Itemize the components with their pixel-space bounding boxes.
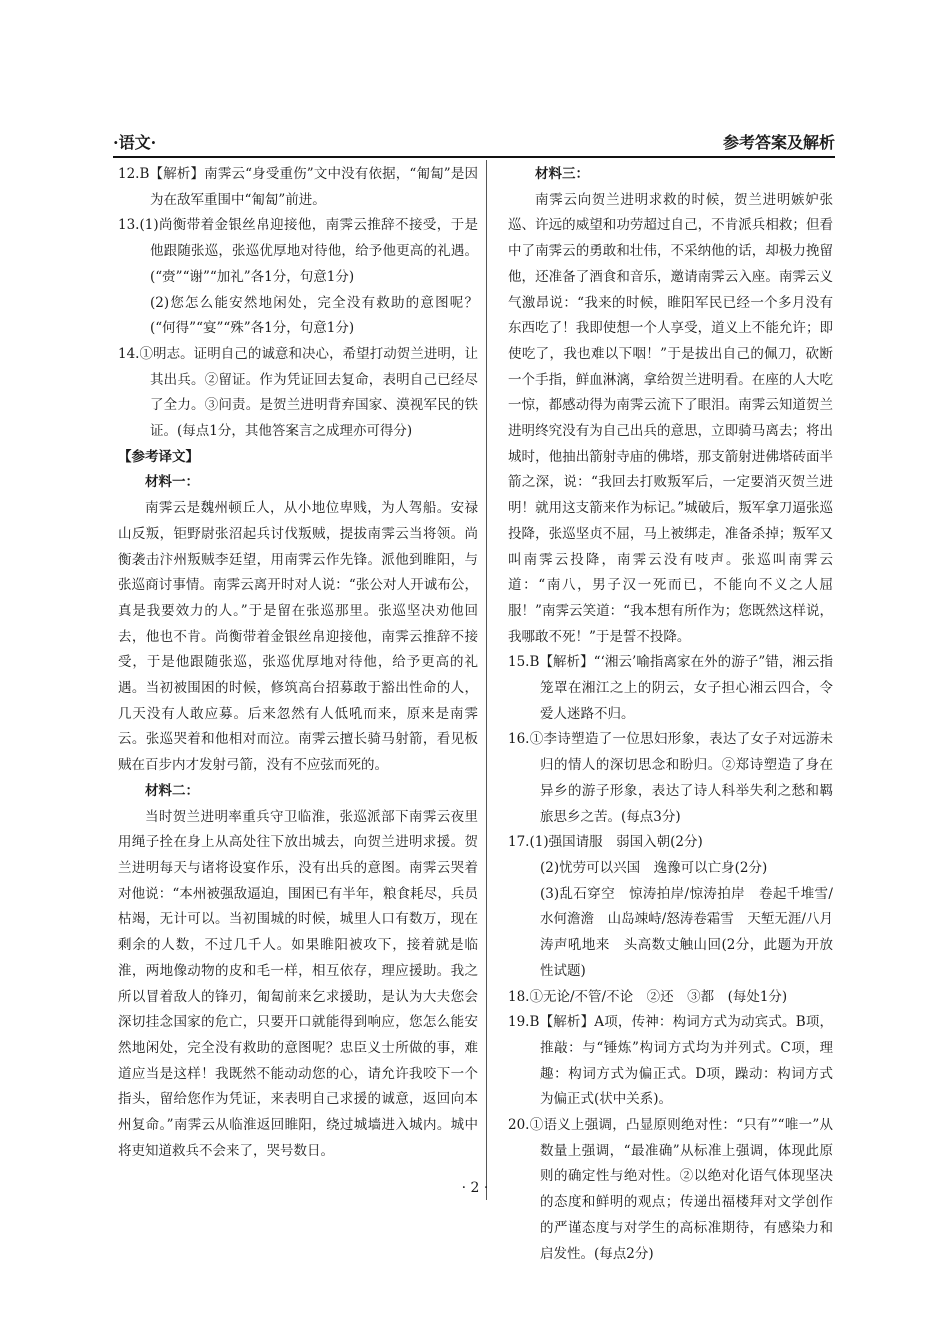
page-number: · 2 · xyxy=(461,1180,489,1196)
material-2-text: 当时贺兰进明率重兵守卫临淮，张巡派部下南霁云夜里用绳子拴在身上从高处往下放出城去，向贺兰进明求援。贺兰进明每天与诸将设宴作乐，没有出兵的意图。南霁云哭着对他说：“本州被强敌逼迫，围困已有半年，粮食耗尽，兵员枯竭，无计可以。当初围城的时候，城里人口有数万，现在剩余的人数，不过几千人。如果睢阳被攻下，接着就是临淮，两地像动物的皮和毛一样，相互依存，理应援助。我之所以冒着敌人的锋刃，匍匐前来乞求援助，是认为大夫您会深切挂念国家的危亡，只要开口就能得到响应，您怎么能安然地闲处，完全没有救助的意图呢？忠臣义士所做的事，难道应当是这样！我既然不能动动您的心，请允许我咬下一个指头，留给您作为凭证，来表明自己求援的诚意，返回向本州复命。”南霁云从临淮返回睢阳，绕过城墙进入城内。城中将吏知道救兵不会来了，哭号数日。 xyxy=(118,808,478,1159)
right-column xyxy=(508,162,833,1267)
material-1-title: 材料一： xyxy=(145,474,199,491)
subject-label: ·语文· xyxy=(113,133,157,152)
answer-13-1: 13.(1)尚衡带着金银丝帛迎接他，南霁云推辞不接受，于是他跟随张巡，张巡优厚地对待他，给予他更高的礼遇。(“赍”“谢”“加礼”各1分，句意1分) xyxy=(118,217,478,285)
left-column xyxy=(118,162,478,1164)
reference-translation-title: 【参考译文】 xyxy=(118,448,199,465)
page-header xyxy=(113,130,835,158)
material-3-title: 材料三： xyxy=(535,166,589,182)
answer-12: 12.B【解析】南霁云“身受重伤”文中没有依据，“匍匐”是因为在敌军重围中“匍匐”前进。 xyxy=(118,166,478,208)
answer-18: 18.①无论/不管/不论 ②还 ③都 (每处1分) xyxy=(508,988,788,1005)
answer-16: 16.①李诗塑造了一位思妇形象，表达了女子对远游未归的情人的深切思念和盼归。②郑诗塑造了身在异乡的游子形象，表达了诗人科举失利之愁和羁旅思乡之苦。(每点3分) xyxy=(508,731,833,825)
answer-13-2: (2)您怎么能安然地闲处，完全没有救助的意图呢？(“何得”“宴”“殊”各1分，句意1分) xyxy=(150,294,478,337)
answer-19: 19.B【解析】A项，传神：构词方式为动宾式。B项，推敲：与“锤炼”构词方式均为并列式。C项，理趣：构词方式为偏正式。D项，躁动：构词方式为偏正式(状中关系)。 xyxy=(508,1014,833,1108)
material-1-text: 南霁云是魏州顿丘人，从小地位卑贱，为人驾船。安禄山反叛，钜野尉张沼起兵讨伐叛贼，提拔南霁云当将领。尚衡袭击汴州叛贼李廷望，用南霁云作先锋。派他到睢阳，与张巡商讨事情。南霁云离开时对人说：“张公对人开诚布公，真是我要效力的人。”于是留在张巡那里。张巡坚决劝他回去，他也不肯。尚衡带着金银丝帛迎接他，南霁云推辞不接受，于是他跟随张巡，张巡优厚地对待他，给予更高的礼遇。当初被围困的时候，修筑高台招募敢于豁出性命的人，几天没有人敢应募。后来忽然有人低吼而来，原来是南霁云。张巡哭着和他相对而泣。南霁云擅长骑马射箭，看见板贼在百步内才发射弓箭，没有不应弦而死的。 xyxy=(118,500,478,774)
answer-14: 14.①明志。证明自己的诚意和决心，希望打动贺兰进明，让其出兵。②留证。作为凭证回去复命，表明自己已经尽了全力。③问责。是贺兰进明背弃国家、漠视军民的铁证。(每点1分，其他答案言之成理亦可得分) xyxy=(118,345,478,440)
material-3-text: 南霁云向贺兰进明求救的时候，贺兰进明嫉妒张巡、许远的威望和功劳超过自己，不肯派兵相救；但看中了南霁云的勇敢和壮伟，不采纳他的话，却极力挽留他，还准备了酒食和音乐，邀请南霁云入座。南霁云义气激昂说：“我来的时候，睢阳军民已经一个多月没有东西吃了！我即使想一个人享受，道义上不能允许；即使吃了，我也难以下咽！”于是拔出自己的佩刀，砍断一个手指，鲜血淋漓，拿给贺兰进明看。在座的人大吃一惊，都感动得为南霁云流下了眼泪。南霁云知道贺兰进明终究没有为自己出兵的意思，立即骑马离去；将出城时，他抽出箭射寺庙的佛塔，那支箭射进佛塔砖面半箭之深，说：“我回去打败叛军后，一定要消灭贺兰进明！就用这支箭来作为标记。”城破后，叛军拿刀逼张巡投降，张巡坚贞不屈，马上被绑走，准备杀掉；叛军又叫南霁云投降，南霁云没有吱声。张巡叫南霁云道：“南八，男子汉一死而已，不能向不义之人屈服！”南霁云笑道：“我本想有所作为；您既然这样说，我哪敢不死！”于是誓不投降。 xyxy=(508,191,833,645)
answer-17-3: (3)乱石穿空 惊涛拍岸/惊涛拍岸 卷起千堆雪/水何澹澹 山岛竦峙/怒涛卷霜雪 天堑无涯/八月涛声吼地来 头高数丈触山回(2分，此题为开放性试题) xyxy=(540,885,833,979)
answer-17-2: (2)忧劳可以兴国 逸豫可以亡身(2分) xyxy=(540,859,768,876)
material-2-title: 材料二： xyxy=(145,782,199,799)
answer-20: 20.①语义上强调，凸显原则绝对性：“只有”“唯一”从数量上强调，“最准确”从标准上强调，体现此原则的确定性与绝对性。②以绝对化语气体现坚决的态度和鲜明的观点；传递出福楼拜对文学创作的严谨态度与对学生的高标准期待，有感染力和启发性。(每点2分) xyxy=(508,1117,833,1262)
answer-15: 15.B【解析】“‘湘云’喻指离家在外的游子”错，湘云指笼罩在湘江之上的阴云，女子担心湘云四合，令爱人迷路不归。 xyxy=(508,654,833,722)
answer-17-1: 17.(1)强国请服 弱国入朝(2分) xyxy=(508,834,703,851)
header-title: 参考答案及解析 xyxy=(722,133,835,152)
column-divider xyxy=(486,160,487,1200)
